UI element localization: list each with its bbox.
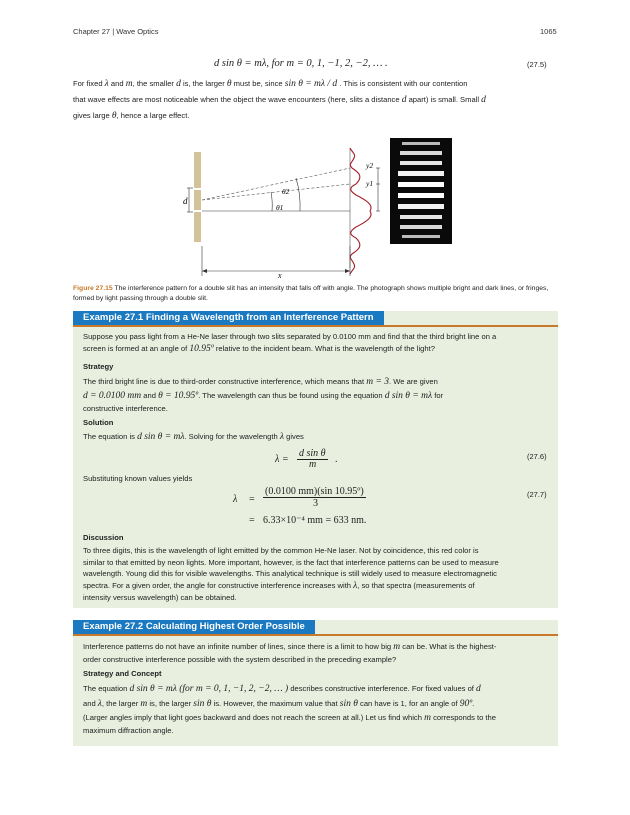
intro-line-1: For fixed λ and m, the smaller d is, the larger θ must be, since sin θ = mλ / d . This is consistent with our contention	[73, 79, 468, 89]
concept-line-3: (Larger angles imply that light goes backward and does not reach the screen at all.) Let us find which m corresponds to the	[83, 713, 496, 723]
example-27-1-problem: Suppose you pass light from a He-Ne laser through two slits separated by 0.0100 mm and find that the third bright line on a screen is formed at an angle of 10.95º relative to the incident beam. What is the wavelength of the light?	[83, 332, 497, 354]
figure-label-x: x	[278, 271, 282, 280]
example-27-2-problem: Interference patterns do not have an infinite number of lines, since there is a limit to how big m can be. What is the highest- order constructive interference possible with the system described in the preceding example?	[83, 642, 497, 664]
theta2-arc	[296, 178, 300, 211]
ray-to-y1	[202, 184, 350, 200]
equation-number-27-6: (27.6)	[527, 452, 547, 461]
strategy-line-2: d = 0.0100 mm and θ = 10.95º. The wavelength can thus be found using the equation d sin θ = mλ for	[83, 391, 444, 401]
example-title-rule	[73, 325, 558, 327]
figure-label-y2: y2	[366, 161, 374, 170]
concept-line-4: maximum diffraction angle.	[83, 726, 174, 735]
equation-number-27-7: (27.7)	[527, 490, 547, 499]
page-number: 1065	[540, 27, 557, 36]
example-27-2-box	[73, 620, 558, 746]
figure-label-theta1: θ1	[276, 203, 284, 212]
figure-label-theta2: θ2	[282, 187, 290, 196]
slit-barrier-top	[194, 152, 201, 188]
example-27-2-title: Example 27.2 Calculating Highest Order Possible	[73, 620, 315, 634]
equation-27-5: d sin θ = mλ, for m = 0, 1, −1, 2, −2, … .	[214, 58, 388, 69]
intro-line-3: gives large θ, hence a large effect.	[73, 111, 190, 121]
example-27-1-title: Example 27.1 Finding a Wavelength from an Interference Pattern	[73, 311, 384, 325]
slit-barrier-bottom	[194, 212, 201, 242]
solution-line-1: The equation is d sin θ = mλ. Solving for the wavelength λ gives	[83, 432, 304, 442]
figure-caption-text: The interference pattern for a double slit has an intensity that falls off with angle. The photograph shows multiple bright and dark lines, or fringes, formed by light passing through a double slit.	[73, 285, 549, 302]
equation-27-7: λ = (0.0100 mm)(sin 10.95º) 3 = 6.33×10⁻⁴ mm = 633 nm.	[233, 486, 367, 526]
figure-caption	[73, 284, 558, 303]
discussion-heading: Discussion	[83, 533, 124, 542]
slit-barrier-middle	[194, 190, 201, 210]
concept-line-1: The equation d sin θ = mλ (for m = 0, 1, −1, 2, −2, … ) describes constructive interference. For fixed values of d	[83, 684, 481, 694]
discussion-paragraph: To three digits, this is the wavelength of light emitted by the common He-Ne laser. Not by coincidence, this red color is similar to that emitted by neon lights. More important, however, is the fact that interference patterns can be used to measure wavelength. Young did this for visible wavelengths. This analytical technique is still widely used to measure electromagnetic spectra. For a given order, the angle for constructive interference increases with λ, so that spectra (measurements of intensity versus wavelength) can be obtained.	[83, 546, 499, 602]
concept-line-2: and λ, the larger m is, the larger sin θ is. However, the maximum value that sin θ can have is 1, for an angle of 90º.	[83, 699, 475, 709]
strategy-line-1: The third bright line is due to third-order constructive interference, which means that m = 3. We are given	[83, 377, 438, 387]
ray-to-y2	[202, 168, 350, 200]
example-27-1-box: Example 27.1 Finding a Wavelength from an Interference Pattern Suppose you pass light from a He-Ne laser through two slits separated by 0.0100 mm and find that the third bright line on a screen is formed at an angle of 10.95º relative to the incident beam. What is the wavelength of the light? Strategy The third bright line is due to third-order constructive interference, which means that m = 3. We are given d = 0.0100 mm and θ = 10.95º. The wavelength can thus be found using the equation d sin θ = mλ for constructive interference. Solution The equation is d sin θ = mλ. Solving for the wavelength λ gives λ = d sin θ m . (27.6) Substituting known values yields λ = (0.0100 mm)(sin 10.95º) 3 = 6.33×10⁻⁴ mm = 633 nm. (27.7) Discussion To three digits, this is the wavelength of light emitted by the common He-Ne laser. Not by coincidence, this red color is similar to that emitted by neon lights. More important, however, is the fact that interference patterns can be used to measure wavelength. Young did this for visible wavelengths. This analytical technique is still widely used to measure electromagnetic spectra. For a given order, the angle for constructive interference increases with λ, so that spectra (measurements of intensity versus wavelength) can be obtained.	[73, 311, 558, 608]
figure-label-d: d	[183, 196, 188, 206]
figure-label-y1: y1	[366, 179, 374, 188]
intro-line-2: that wave effects are most noticeable when the object the wave encounters (here, slits a distance d apart) is small. Small d	[73, 95, 486, 105]
solution-heading: Solution	[83, 418, 114, 427]
theta1-arc	[271, 192, 272, 211]
double-slit-figure	[180, 138, 560, 283]
example-title-rule	[73, 634, 558, 636]
strategy-line-3: constructive interference.	[83, 404, 168, 413]
substitution-line: Substituting known values yields	[83, 474, 193, 483]
strategy-heading: Strategy	[83, 362, 114, 371]
fringe-photograph	[390, 138, 452, 244]
equation-number-27-5: (27.5)	[527, 60, 547, 69]
figure-caption-label: Figure 27.15	[73, 285, 113, 292]
chapter-header: Chapter 27 | Wave Optics	[73, 27, 159, 36]
strategy-concept-heading: Strategy and Concept	[83, 669, 162, 678]
intro-paragraph	[73, 76, 558, 124]
